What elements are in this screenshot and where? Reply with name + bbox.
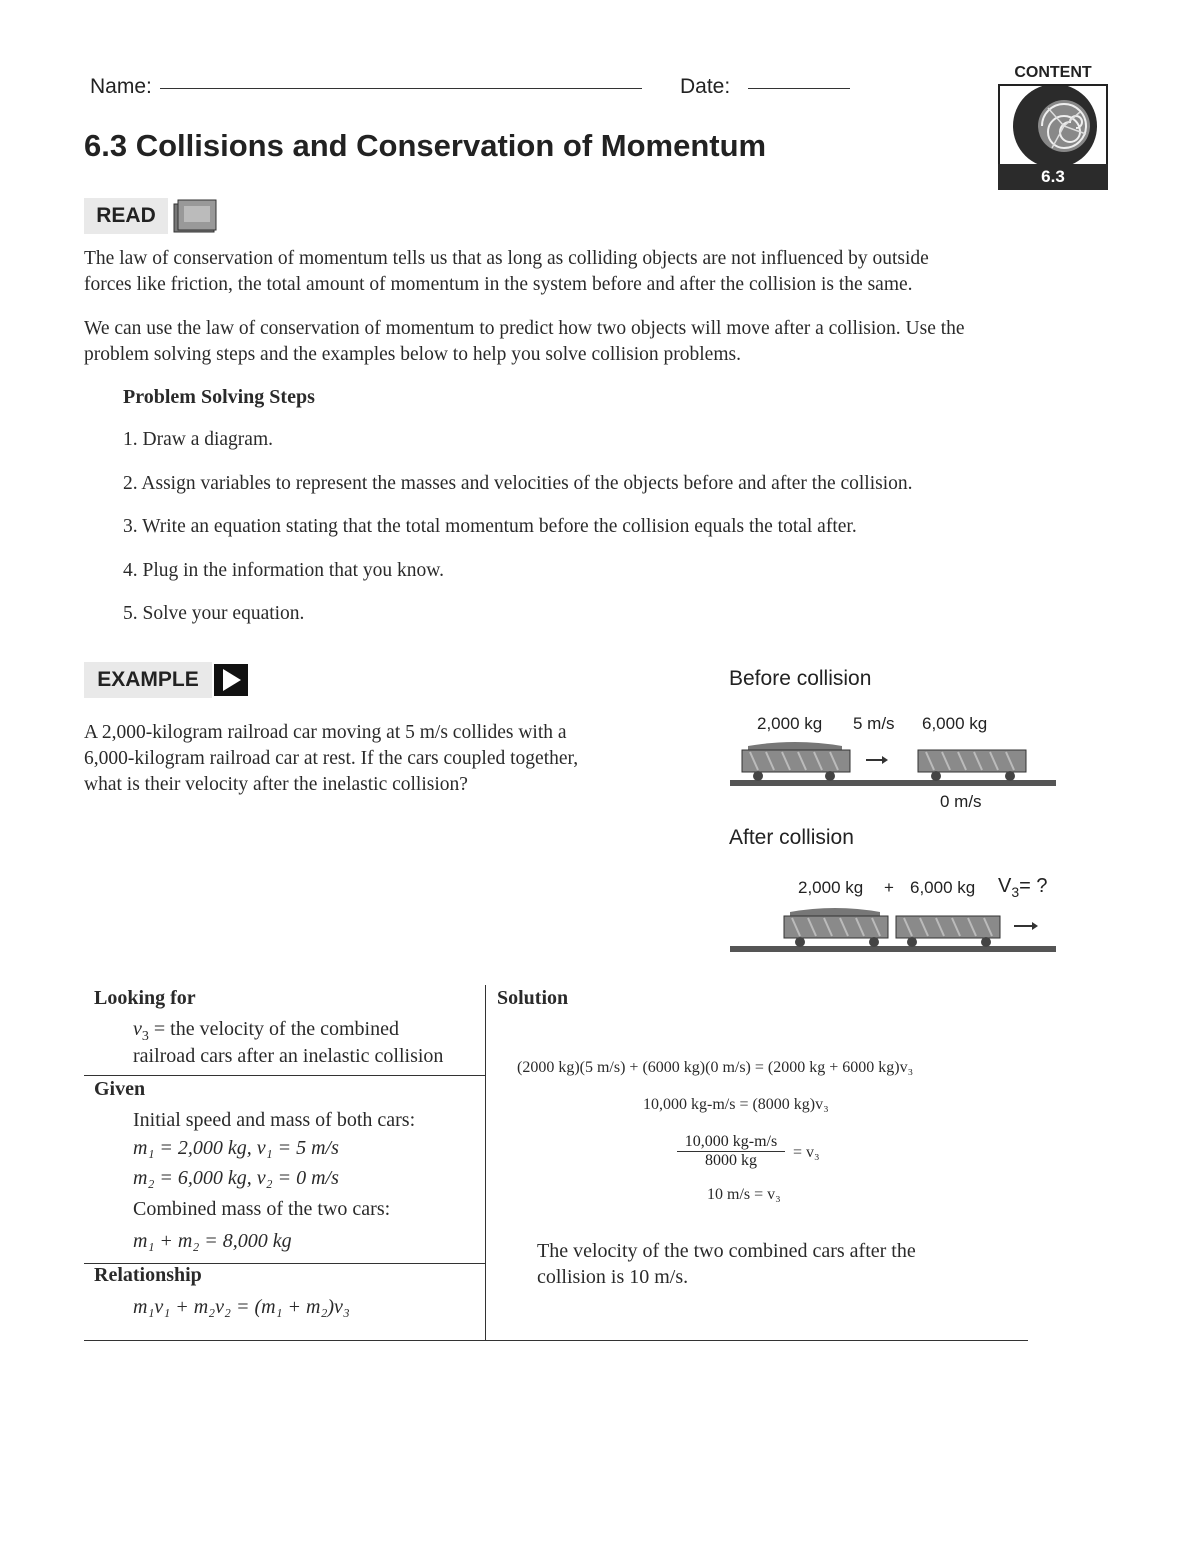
after-velocity-unknown: = ? — [1019, 875, 1048, 897]
solution-equation-4: 10 m/s = v₃ — [707, 1186, 781, 1203]
step-item: 4. Plug in the information that you know. — [123, 560, 444, 581]
intro-paragraph-1-line-1: The law of conservation of momentum tells us that as long as colliding objects are not influenced by outside — [84, 248, 929, 269]
railroad-car-icon — [742, 742, 850, 781]
steps-heading: Problem Solving Steps — [123, 386, 315, 408]
play-arrow-icon — [214, 664, 248, 701]
solution-equation-2: 10,000 kg-m/s = (8000 kg)v₃ — [643, 1096, 829, 1113]
after-collision-illustration — [730, 906, 1060, 961]
arrow-right-icon — [1014, 922, 1038, 930]
after-mass-2: 6,000 kg — [910, 878, 976, 897]
looking-for-definition: = the velocity of the combined — [148, 1018, 399, 1040]
answer-line-2: collision is 10 m/s. — [537, 1266, 689, 1288]
relationship-heading: Relationship — [94, 1264, 202, 1286]
nautilus-icon — [998, 84, 1108, 166]
badge-top-label: CONTENT — [1014, 64, 1092, 81]
after-mass-1: 2,000 kg — [798, 878, 864, 897]
relationship-equation: m₁v₁ + m₂v₂ = (m₁ + m₂)v₃ — [133, 1296, 350, 1318]
given-heading: Given — [94, 1078, 146, 1100]
step-item: 1. Draw a diagram. — [123, 429, 273, 450]
after-plus: + — [884, 878, 894, 897]
table-rule — [84, 1075, 485, 1076]
intro-paragraph-1 — [84, 246, 929, 298]
looking-for-heading: Looking for — [94, 987, 196, 1009]
answer-line-1: The velocity of the two combined cars after the — [537, 1240, 916, 1262]
example-problem-line-1: A 2,000-kilogram railroad car moving at 5 m/s collides with a — [84, 722, 567, 743]
example-banner — [84, 662, 252, 698]
badge-number: 6.3 — [998, 164, 1108, 190]
intro-paragraph-1-line-2: forces like friction, the total amount of momentum in the system before and after the collision is the same. — [84, 274, 913, 295]
looking-for-subscript: 3 — [141, 1029, 149, 1044]
intro-paragraph-2-line-1: We can use the law of conservation of momentum to predict how two objects will move after a collision. Use the — [84, 318, 965, 339]
railroad-car-icon — [896, 916, 1000, 947]
intro-paragraph-2 — [84, 316, 965, 368]
before-mass-2: 6,000 kg — [922, 714, 988, 733]
before-speed-2: 0 m/s — [940, 792, 982, 811]
solution-equation-3-rhs: = v₃ — [793, 1144, 820, 1161]
name-field[interactable] — [160, 88, 642, 89]
example-problem-line-3: what is their velocity after the inelastic collision? — [84, 774, 468, 795]
step-item: 5. Solve your equation. — [123, 603, 305, 624]
looking-for-variable: v — [133, 1018, 142, 1040]
before-mass-1: 2,000 kg — [757, 714, 823, 733]
after-velocity-label — [998, 875, 1048, 900]
table-divider — [485, 985, 486, 1340]
railroad-car-icon — [918, 750, 1026, 781]
intro-paragraph-2-line-2: problem solving steps and the examples below to help you solve collision problems. — [84, 344, 741, 365]
before-collision-title: Before collision — [729, 667, 872, 690]
after-collision-title: After collision — [729, 826, 854, 849]
before-speed-1: 5 m/s — [853, 714, 895, 733]
given-line: Combined mass of the two cars: — [133, 1198, 391, 1220]
given-line: m₂ = 6,000 kg, v₂ = 0 m/s — [133, 1167, 339, 1189]
looking-for-line-1 — [133, 1018, 399, 1045]
example-label: EXAMPLE — [84, 662, 212, 698]
solution-fraction — [677, 1133, 785, 1170]
after-velocity-subscript: 3 — [1011, 884, 1020, 900]
railroad-car-icon — [784, 908, 888, 947]
after-velocity-symbol: V — [998, 875, 1012, 897]
read-banner — [84, 198, 220, 234]
fraction-denominator: 8000 kg — [705, 1152, 757, 1169]
example-problem-line-2: 6,000-kilogram railroad car at rest. If the cars coupled together, — [84, 748, 579, 769]
read-label: READ — [84, 198, 168, 234]
content-badge — [998, 62, 1108, 190]
book-icon — [172, 198, 218, 239]
looking-for-line-2: railroad cars after an inelastic collision — [133, 1045, 444, 1067]
given-line: m₁ + m₂ = 8,000 kg — [133, 1230, 292, 1252]
step-item: 2. Assign variables to represent the masses and velocities of the objects before and after the collision. — [123, 473, 913, 494]
step-item: 3. Write an equation stating that the total momentum before the collision equals the total after. — [123, 516, 857, 537]
fraction-numerator: 10,000 kg-m/s — [677, 1133, 785, 1152]
given-line: m₁ = 2,000 kg, v₁ = 5 m/s — [133, 1137, 339, 1159]
page-title: 6.3 Collisions and Conservation of Momentum — [84, 128, 767, 163]
arrow-right-icon — [866, 756, 888, 764]
date-field[interactable] — [748, 88, 850, 89]
table-bottom-rule — [84, 1340, 1028, 1341]
example-problem — [84, 720, 578, 798]
given-line: Initial speed and mass of both cars: — [133, 1109, 416, 1131]
date-label: Date: — [680, 75, 731, 98]
solution-heading: Solution — [497, 987, 569, 1009]
solution-equation-1: (2000 kg)(5 m/s) + (6000 kg)(0 m/s) = (2000 kg + 6000 kg)v₃ — [517, 1059, 914, 1076]
name-label: Name: — [90, 75, 152, 98]
before-collision-illustration — [730, 740, 1060, 795]
